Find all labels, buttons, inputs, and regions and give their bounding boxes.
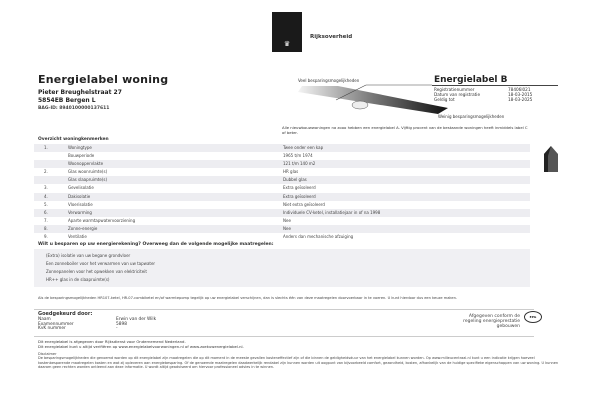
divider: [34, 336, 534, 337]
row-value: Dubbel glas: [283, 177, 307, 183]
table-row: [34, 225, 530, 233]
reg-value: 18-03-2025: [508, 97, 533, 102]
measure-item: HR++ glas in de slaapruimte(s): [46, 277, 110, 282]
row-value: Niet extra geïsoleerd: [283, 201, 325, 207]
characteristics-table: [34, 144, 530, 241]
row-value: 1965 t/m 1974: [283, 153, 313, 159]
row-label: Verwarming: [68, 209, 92, 215]
issued-line: regeling energieprestatie gebouwen: [463, 319, 520, 329]
issued-statement: [440, 314, 520, 329]
measures-box: [34, 249, 530, 287]
issued-line: Afgegeven conform de: [468, 314, 520, 319]
row-value: Anders dan mechanische afzuiging: [283, 234, 354, 240]
row-number: 1.: [44, 145, 48, 150]
row-number: 8.: [44, 225, 48, 231]
issued-by: Dit energielabel is afgegeven door Rijksdienst voor Ondernemend Nederland.: [38, 339, 186, 344]
table-row: [34, 233, 530, 241]
table-row: [34, 201, 530, 209]
approval-value: -: [116, 326, 118, 332]
measures-note: Als de besparingsmogelijkheden HR107-ketel, HR-07-combiketel en/of warmtepomp tegelijk op uw energielabel verschijnen, dan is slechts één van deze maatregelen doorvoerbaar in te voeren. U kunt hierdoor dus een keuze maken.: [38, 296, 458, 300]
row-label: Gevelisolatie: [68, 185, 94, 191]
overview-heading: Overzicht woningkenmerken: [38, 137, 109, 142]
row-label: Dakisolatie: [68, 193, 91, 199]
row-label: Zonne-energie: [68, 225, 98, 231]
approval-label: Examennummer: [38, 321, 74, 327]
row-value: HR glas: [283, 169, 299, 175]
approval-value: 5898: [116, 321, 127, 327]
registration-row: [434, 97, 554, 102]
reg-label: Datum van registratie: [434, 92, 481, 97]
approval-value: Erwin van der Wilk: [116, 317, 157, 322]
table-row: [34, 184, 530, 192]
row-value: Extra geïsoleerd: [283, 185, 316, 191]
disclaimer-text: De besparingsmogelijkheden die genoemd worden op dit energielabel zijn maatregelen die op dit moment in de meeste gevallen kosteneffectief zijn of die binnen de geldigheidsduur van het energielabel kunnen worden. Op www.milieucentraal.nl kunt u een indicatie krijgen hoeveel kostenbesparende maatregelen kosten en wat zij opleveren aan energiebesparing. Of de genoemde maatregelen daadwerkelijk rendabel zijn kunnen worden uit oogpunt van bijvoorbeeld comfort, gezondheid, kosten, afhankelijk van de huidige specifieke eigenschappen van uw woning. U kunnen daarom geen rechten worden ontleend aan deze informatie. U wordt altijd geadviseerd om hiervoor professioneel advies in te winnen.: [38, 356, 559, 369]
approval-label: Naam: [38, 317, 51, 322]
house-icon: [544, 146, 558, 172]
row-value: Extra geïsoleerd: [283, 193, 316, 199]
measure-item: (Extra) isolatie van uw begane grondvloer: [46, 253, 131, 258]
government-logo: [272, 12, 302, 52]
verify-text: Dit energielabel kunt u altijd verifiëren op www.energielabelvoorwoningen.nl of www.zoekuwenergielabel.nl.: [38, 343, 244, 349]
measure-item: Een zonneboiler voor het verwarmen van uw tapwater: [46, 261, 156, 266]
row-label: Bouwperiode: [68, 153, 95, 159]
reg-value: 78406l021: [508, 87, 531, 92]
table-row: [34, 152, 530, 160]
approval-details: [38, 318, 156, 332]
approval-heading: Goedgekeurd door:: [38, 311, 93, 317]
divider: [34, 309, 534, 310]
row-value: 121 t/m 140 m2: [283, 161, 316, 167]
row-number: 5.: [44, 201, 48, 207]
table-row: [34, 160, 530, 168]
row-label: Aparte warmtapwatervoorziening: [68, 217, 136, 223]
row-number: 2.: [44, 169, 48, 175]
scale-bottom-label: Weinig besparingsmogelijkheden: [438, 114, 505, 119]
row-number: 3.: [44, 185, 48, 191]
row-label: Vloerisolatie: [68, 201, 93, 207]
row-number: 9.: [44, 234, 48, 240]
table-row: [34, 168, 530, 176]
row-number: 6.: [44, 209, 48, 215]
row-value: Twee onder een kap: [283, 145, 324, 150]
row-label: Woningtype: [68, 145, 92, 150]
disclaimer: [38, 352, 562, 369]
row-label: Glas woonruimte(s): [68, 169, 108, 175]
disclaimer-heading: Disclaimer: [38, 352, 57, 356]
reg-label: Registratienummer: [434, 87, 475, 92]
bag-id: BAG-ID: 8940100000137611: [38, 106, 110, 111]
registration-info: [434, 87, 554, 102]
reg-label: Geldig tot: [434, 97, 455, 102]
document-title: Energielabel woning: [38, 73, 169, 86]
measure-item: Zonnepanelen voor het opwekken van elektriciteit: [46, 269, 147, 274]
row-value: Nee: [283, 217, 291, 223]
issued-by-text: [38, 340, 558, 349]
coat-of-arms-icon: ♛: [283, 40, 291, 48]
table-row: [34, 193, 530, 201]
row-number: 7.: [44, 217, 48, 223]
row-value: Nee: [283, 225, 291, 231]
approval-row: [38, 327, 156, 332]
label-intro-text: Alle nieuwbouwwoningen na zooo hebben een energielabel A. Vijftig procent van de bestaande woningen heeft inmiddels label C of beter.: [282, 125, 528, 135]
row-value: Individuele CV-ketel, installatiejaar in of na 1998: [283, 209, 381, 215]
row-label: Woonoppervlakte: [68, 161, 104, 167]
table-row: [34, 217, 530, 225]
row-label: Glas slaapruimte(s): [68, 177, 108, 183]
row-number: 4.: [44, 193, 48, 199]
org-name: Rijksoverheid: [310, 34, 353, 40]
table-row: [34, 209, 530, 217]
row-label: Ventilatie: [68, 234, 87, 240]
table-row: [34, 176, 530, 184]
approval-label: KvK nummer: [38, 326, 66, 332]
scale-band: [298, 86, 448, 114]
certification-seal-icon: EPG: [524, 311, 542, 323]
divider: [432, 85, 558, 86]
scale-top-label: Veel besparingsmogelijkheden: [298, 78, 360, 83]
address-street: Pieter Breughelstraat 27: [38, 89, 122, 96]
measures-heading: Wilt u besparen op uw energierekening? Overweeg dan de volgende mogelijke maatregelen:: [38, 242, 274, 247]
reg-value: 18-03-2015: [508, 92, 533, 97]
table-row: [34, 144, 530, 152]
address-postcode-city: 5854EB Bergen L: [38, 97, 96, 104]
label-marker: [352, 101, 368, 109]
energy-label-class: Energielabel B: [434, 75, 508, 85]
